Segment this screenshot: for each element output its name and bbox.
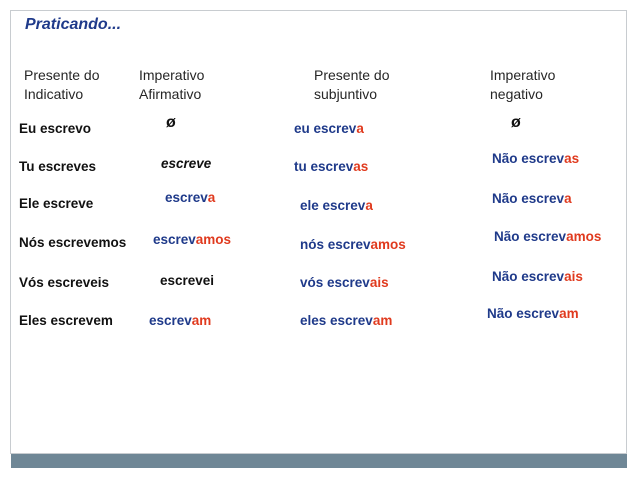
slide-title: Praticando... — [25, 16, 122, 33]
afirmativo-voces: escrevam — [149, 313, 212, 328]
afirmativo-nos: escrevamos — [153, 232, 232, 247]
negativo-voces: Não escrevam — [487, 306, 579, 321]
indicativo-tu: Tu escreves — [19, 159, 97, 174]
negativo-vos: Não escrevais — [492, 269, 583, 284]
indicativo-nos: Nós escrevemos — [19, 235, 127, 250]
indicativo-eu: Eu escrevo — [19, 121, 92, 136]
subjuntivo-vos: vós escrevais — [300, 275, 389, 290]
header-presente-indicativo: Presente do Indicativo — [24, 67, 100, 102]
negativo-empty-symbol: ø — [511, 114, 521, 131]
subjuntivo-ele: ele escreva — [300, 198, 373, 213]
indicativo-vos: Vós escreveis — [19, 275, 110, 290]
footer-bar — [11, 454, 627, 468]
negativo-voce: Não escreva — [492, 191, 572, 206]
negativo-tu: Não escrevas — [492, 151, 580, 166]
afirmativo-vos: escrevei — [160, 273, 215, 288]
indicativo-eles: Eles escrevem — [19, 313, 113, 328]
header-imperativo-afirmativo: Imperativo Afirmativo — [139, 67, 205, 102]
indicativo-ele: Ele escreve — [19, 196, 94, 211]
afirmativo-tu: escreve — [161, 156, 212, 171]
subjuntivo-tu: tu escrevas — [294, 159, 369, 174]
negativo-nos: Não escrevamos — [494, 229, 602, 244]
subjuntivo-nos: nós escrevamos — [300, 237, 406, 252]
header-presente-subjuntivo: Presente do subjuntivo — [314, 67, 390, 102]
subjuntivo-eu: eu escreva — [294, 121, 364, 136]
subjuntivo-eles: eles escrevam — [300, 313, 393, 328]
header-imperativo-negativo: Imperativo negativo — [490, 67, 556, 102]
afirmativo-voce: escreva — [165, 190, 216, 205]
afirmativo-empty-symbol: ø — [166, 114, 176, 131]
